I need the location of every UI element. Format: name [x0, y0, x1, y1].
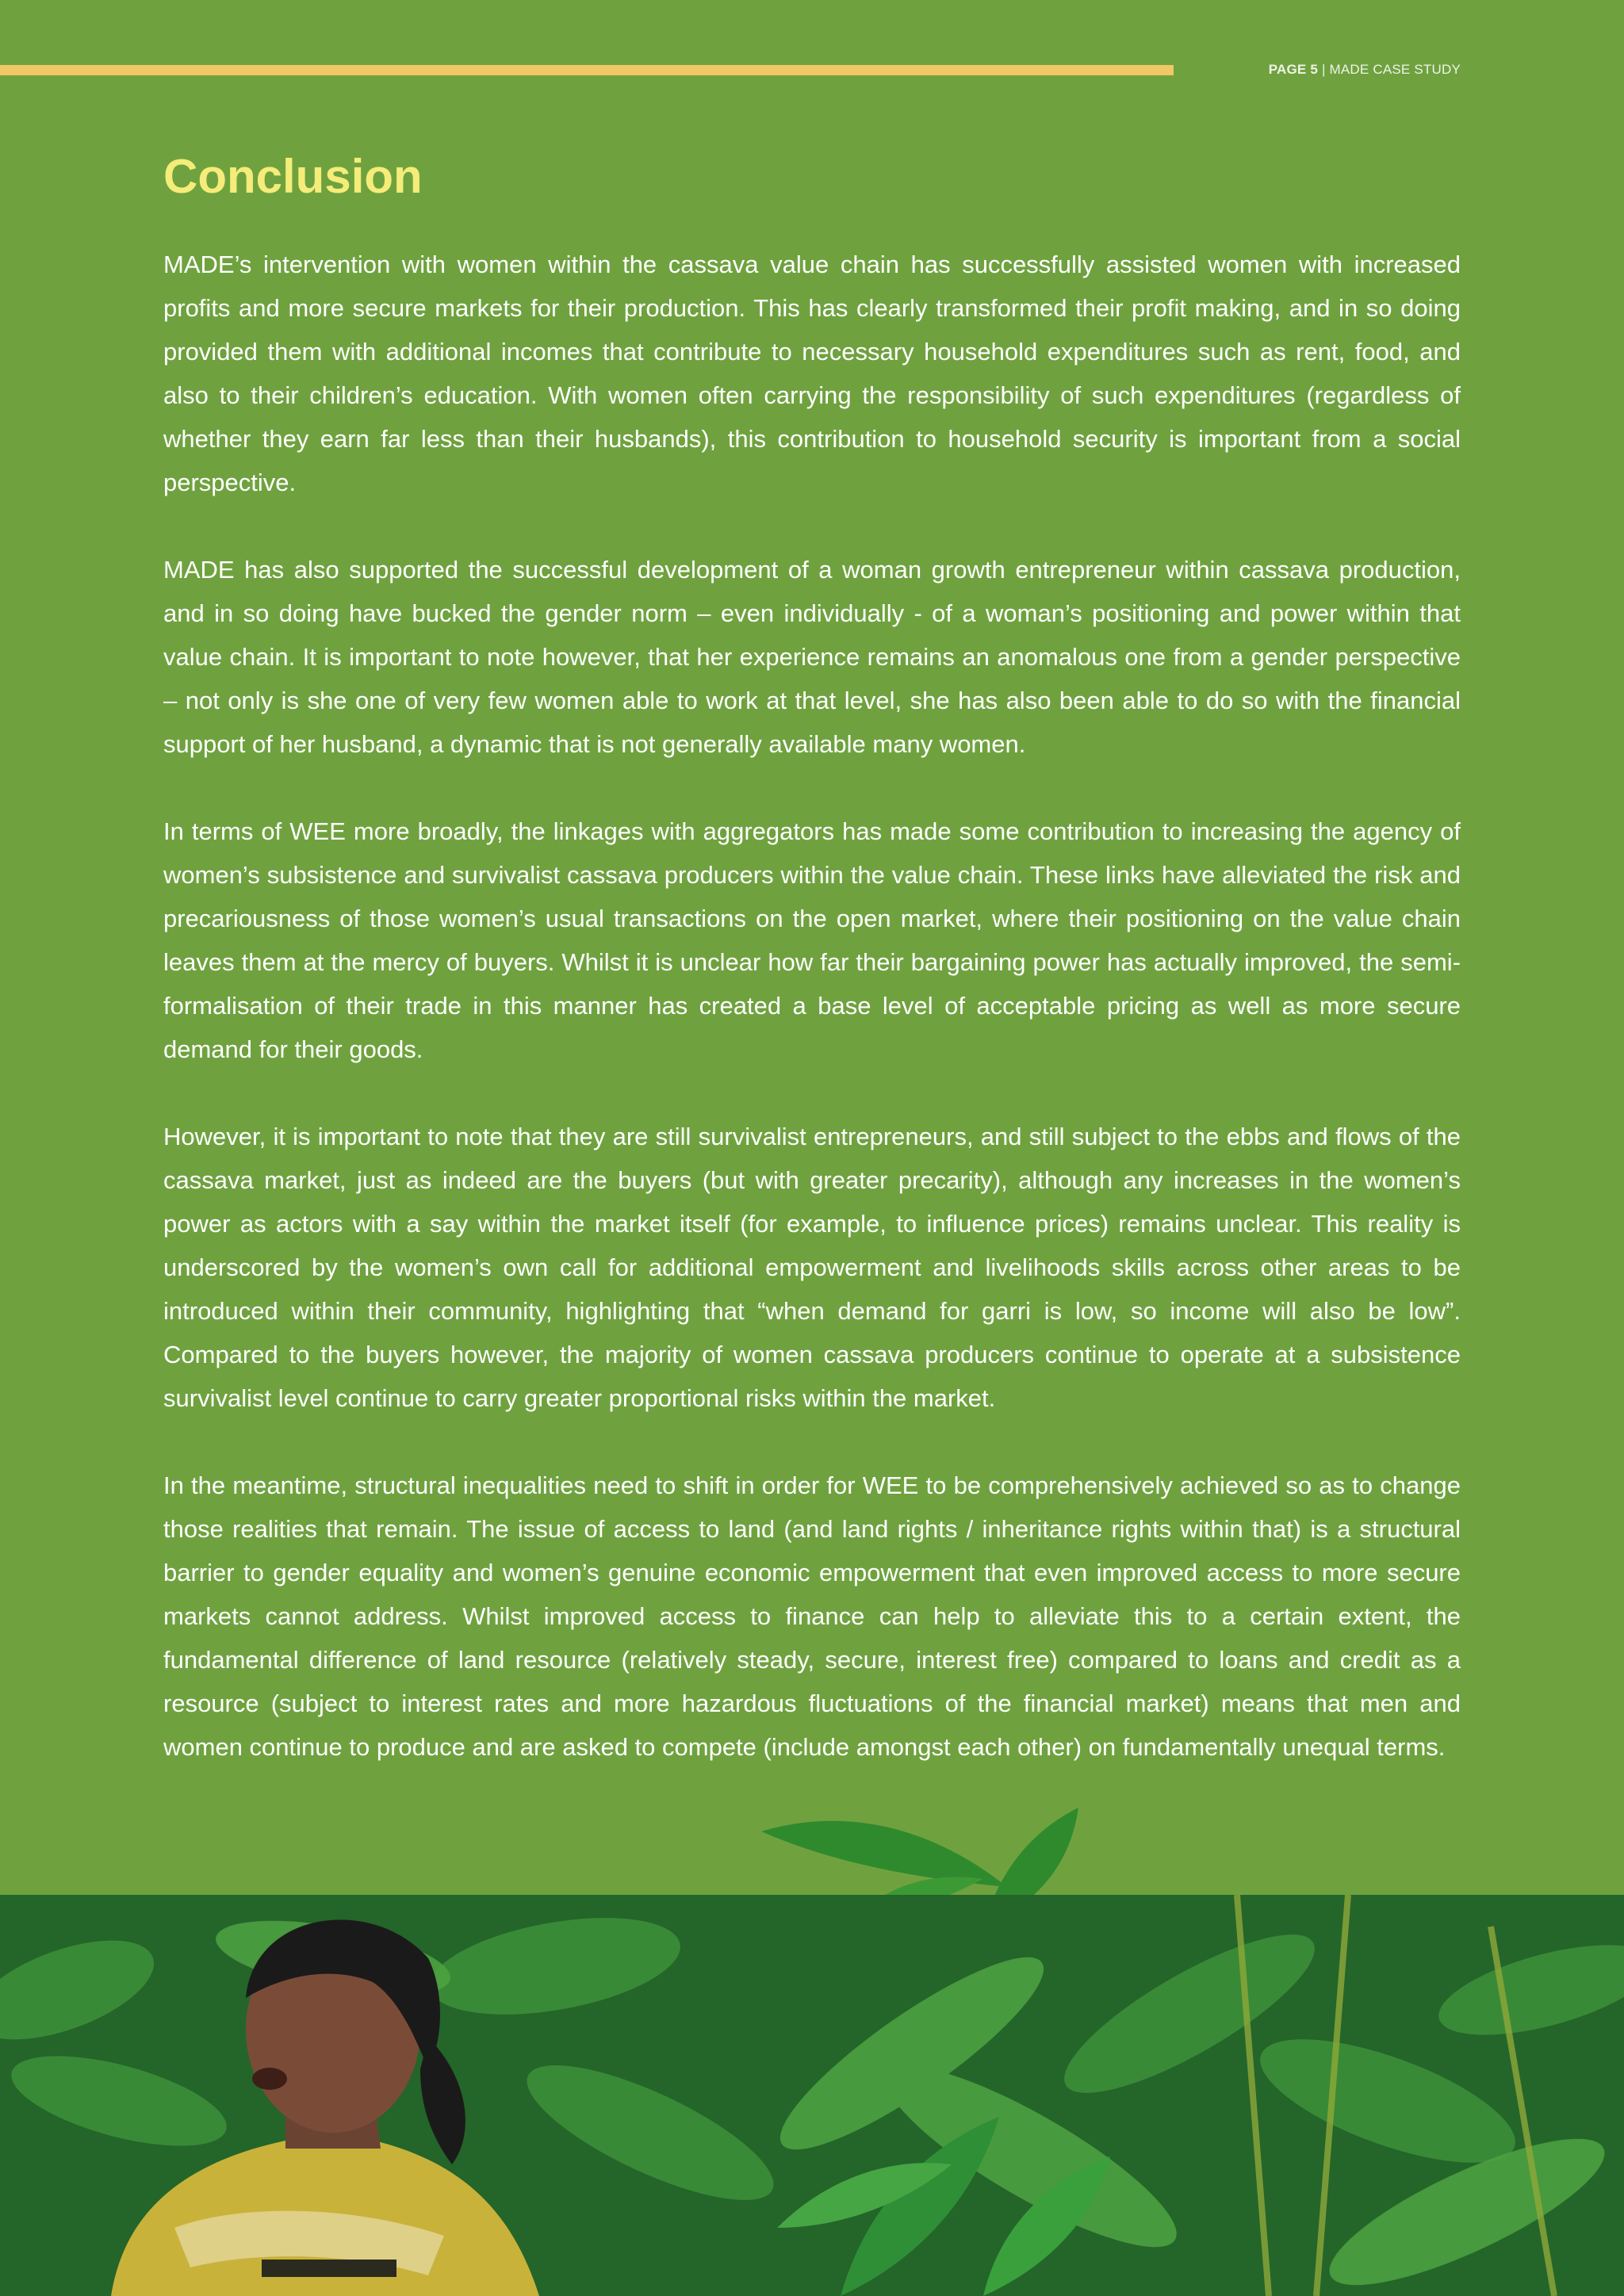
header-accent-rule: [0, 65, 1174, 75]
paragraph-2: MADE has also supported the successful development of a woman growth entrepreneur within cassava production, and in so doing have bucked the gender norm – even individually - of a woman’s positioning and power within that value chain. It is important to note however, that her experience remains an anomalous one from a gender perspective – not only is she one of very few women able to work at that level, she has also been able to do so with the financial support of her husband, a dynamic that is not generally available many women.: [163, 556, 1461, 758]
paragraph-4: However, it is important to note that they are still survivalist entrepreneurs, and still subject to the ebbs and flows of the cassava market, just as indeed are the buyers (but with greater precarity), although any increases in the women’s power as actors with a say within the market itself (for example, to influence prices) remains unclear. This reality is underscored by the women’s own call for additional empowerment and livelihoods skills across other areas to be introduced within their community, highlighting that “when demand for garri is low, so income will also be low”. Compared to the buyers however, the majority of women cassava producers continue to operate at a subsistence survivalist level continue to carry greater proportional risks within the market.: [163, 1123, 1461, 1412]
publication-name: MADE CASE STUDY: [1329, 62, 1461, 77]
photo-illustration: [0, 1895, 1624, 2296]
page-number: PAGE 5: [1268, 62, 1319, 77]
main-content: [163, 151, 1461, 1812]
paragraph-1: MADE’s intervention with women within the cassava value chain has successfully assisted women with increased profits and more secure markets for their production. This has clearly transformed their profit making, and in so doing provided them with additional incomes that contribute to necessary household expenditures such as rent, food, and also to their children’s education. With women often carrying the responsibility of such expenditures (regardless of whether they earn far less than their husbands), this contribution to household security is important from a social perspective.: [163, 251, 1461, 496]
header-separator: |: [1321, 62, 1326, 77]
cassava-farmer-photo: [0, 1895, 1624, 2296]
section-title: Conclusion: [163, 150, 423, 203]
paragraph-3: In terms of WEE more broadly, the linkages with aggregators has made some contribution to increasing the agency of women’s subsistence and survivalist cassava producers within the value chain. These links have alleviated the risk and precariousness of those women’s usual transactions on the open market, where their positioning on the value chain leaves them at the mercy of buyers. Whilst it is unclear how far their bargaining power has actually improved, the semi-formalisation of their trade in this manner has created a base level of acceptable pricing as well as more secure demand for their goods.: [163, 817, 1461, 1063]
page-header-label: [1269, 62, 1461, 78]
paragraph-5: In the meantime, structural inequalities need to shift in order for WEE to be comprehensively achieved so as to change those realities that remain. The issue of access to land (and land rights / inheritance rights within that) is a structural barrier to gender equality and women’s genuine economic empowerment that even improved access to more secure markets cannot address. Whilst improved access to finance can help to alleviate this to a certain extent, the fundamental difference of land resource (relatively steady, secure, interest free) compared to loans and credit as a resource (subject to interest rates and more hazardous fluctuations of the financial market) means that men and women continue to produce and are asked to compete (include amongst each other) on fundamentally unequal terms.: [163, 1471, 1461, 1761]
